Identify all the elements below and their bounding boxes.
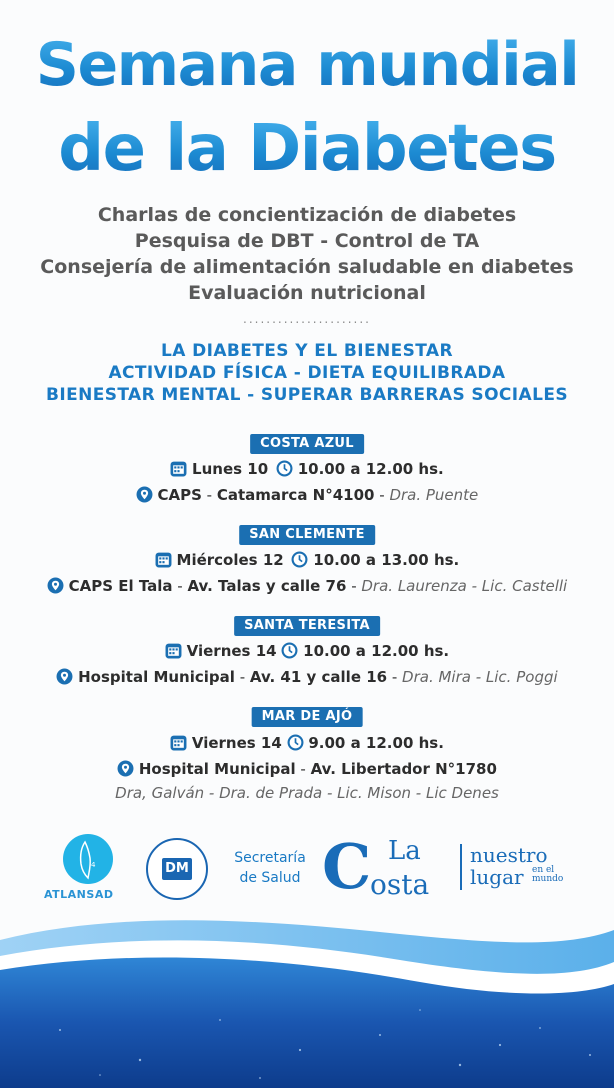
calendar-icon — [170, 734, 187, 751]
event-1-schedule — [0, 459, 614, 479]
event-1-place: CAPS — [157, 486, 202, 504]
clock-icon — [281, 642, 298, 659]
atlansad-logo-icon — [63, 834, 113, 884]
clock-icon — [276, 460, 293, 477]
secretaria-de-salud — [228, 848, 312, 888]
event-1-day: Lunes 10 — [192, 460, 269, 478]
service-2: Pesquisa de DBT - Control de TA — [134, 230, 480, 252]
la-costa-logo-c: C — [322, 830, 372, 903]
slogan-en-el-mundo — [532, 866, 563, 884]
location-badge-san-clemente: SAN CLEMENTE — [239, 525, 375, 545]
secretaria-line-2: de Salud — [239, 870, 301, 886]
theme-2: ACTIVIDAD FÍSICA - DIETA EQUILIBRADA — [108, 363, 506, 383]
event-3-staff: Dra. Mira - Lic. Poggi — [402, 668, 558, 686]
event-1-address: Catamarca N°4100 — [216, 486, 375, 504]
bottom-wave-decoration — [0, 910, 614, 1088]
location-pin-icon — [117, 760, 134, 777]
event-3-day: Viernes 14 — [186, 642, 277, 660]
la-costa-divider — [460, 844, 462, 890]
theme-1: LA DIABETES Y EL BIENESTAR — [161, 341, 453, 361]
event-4-time: 9.00 a 12.00 hs. — [308, 734, 444, 752]
service-1: Charlas de concientización de diabetes — [97, 204, 517, 226]
slogan-nuestro: nuestro — [470, 843, 548, 867]
la-costa-logo-osta: osta — [370, 868, 430, 901]
svg-text:4: 4 — [91, 861, 96, 869]
event-2-venue: CAPS El Tala - Av. Talas y calle 76 - Dra. Laurenza - Lic. Castelli — [0, 576, 614, 596]
event-4-address: Av. Libertador N°1780 — [310, 760, 497, 778]
sponsor-logos — [0, 830, 614, 910]
location-badge-mar-de-ajo: MAR DE AJÓ — [252, 707, 363, 727]
atlansad-logo-text: ATLANSAD — [44, 888, 114, 901]
clock-icon — [287, 734, 304, 751]
event-3-venue: Hospital Municipal - Av. 41 y calle 16 - Dra. Mira - Lic. Poggi — [0, 667, 614, 687]
event-3-schedule — [0, 641, 614, 661]
service-4: Evaluación nutricional — [188, 282, 426, 304]
dmd-badge: DM — [162, 858, 192, 880]
location-badge-costa-azul: COSTA AZUL — [250, 434, 364, 454]
location-pin-icon — [56, 668, 73, 685]
event-4-schedule — [0, 733, 614, 753]
location-pin-icon — [47, 577, 64, 594]
event-2-staff: Dra. Laurenza - Lic. Castelli — [361, 577, 568, 595]
event-2-address: Av. Talas y calle 76 — [187, 577, 347, 595]
event-4-staff-line — [0, 783, 614, 803]
slogan-en-el: en el — [532, 865, 555, 875]
slogan-mundo: mundo — [532, 874, 564, 884]
theme-3: BIENESTAR MENTAL - SUPERAR BARRERAS SOCIALES — [46, 385, 568, 405]
title-line-2: de la Diabetes — [0, 106, 614, 192]
la-costa-logo-la: La — [388, 836, 421, 866]
event-3-place: Hospital Municipal — [78, 668, 235, 686]
secretaria-line-1: Secretaría — [234, 850, 306, 866]
event-1-time: 10.00 a 12.00 hs. — [297, 460, 444, 478]
event-4-day: Viernes 14 — [191, 734, 282, 752]
service-3: Consejería de alimentación saludable en diabetes — [40, 256, 574, 278]
calendar-icon — [170, 460, 187, 477]
separator: ...................... — [243, 312, 371, 326]
location-badge-santa-teresita: SANTA TERESITA — [234, 616, 380, 636]
event-1-staff: Dra. Puente — [389, 486, 479, 504]
event-2-time: 10.00 a 13.00 hs. — [313, 551, 460, 569]
dia-mundial-diabetes-logo — [146, 838, 208, 900]
event-3-time: 10.00 a 12.00 hs. — [303, 642, 450, 660]
event-3-address: Av. 41 y calle 16 — [249, 668, 388, 686]
event-2-place: CAPS El Tala — [68, 577, 173, 595]
calendar-icon — [155, 551, 172, 568]
title-line-1: Semana mundial — [0, 22, 614, 108]
calendar-icon — [165, 642, 182, 659]
location-pin-icon — [136, 486, 153, 503]
event-4-staff: Dra, Galván - Dra. de Prada - Lic. Mison - Lic Denes — [115, 784, 499, 802]
event-2-schedule — [0, 550, 614, 570]
event-1-venue: CAPS - Catamarca N°4100 - Dra. Puente — [0, 485, 614, 505]
event-4-place: Hospital Municipal — [138, 760, 296, 778]
slogan-lugar: lugar — [470, 865, 524, 889]
clock-icon — [291, 551, 308, 568]
event-2-day: Miércoles 12 — [176, 551, 284, 569]
event-4-venue: Hospital Municipal - Av. Libertador N°1780 — [0, 759, 614, 779]
